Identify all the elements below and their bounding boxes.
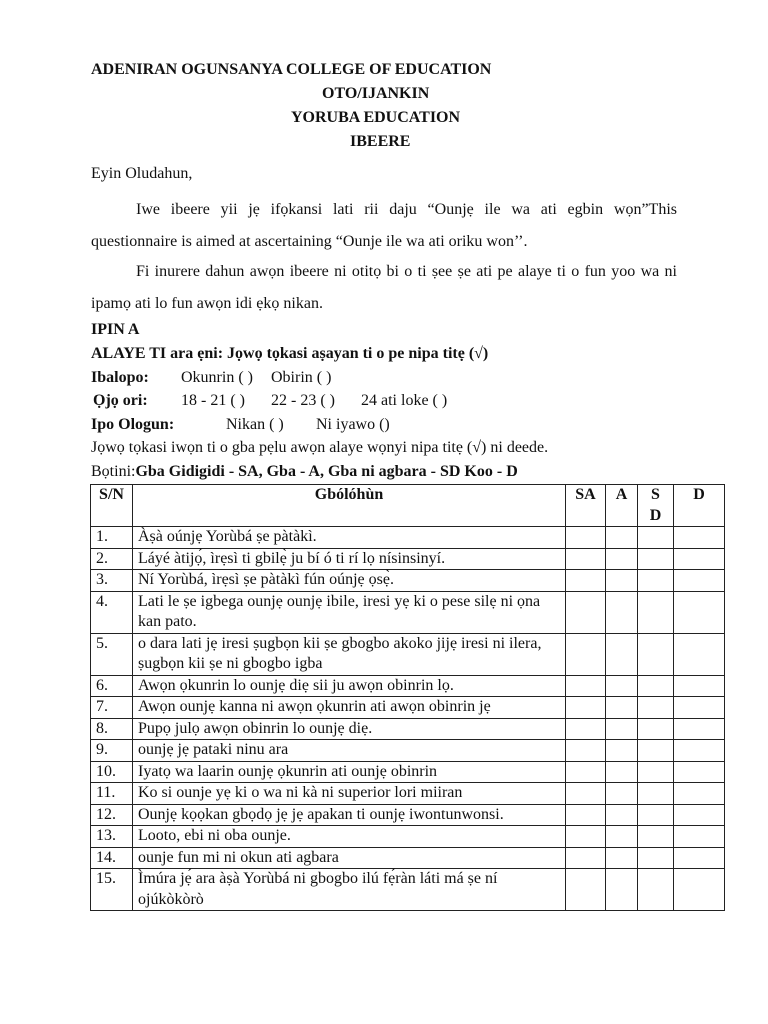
row-statement: Láyé àtijọ́, ìrẹsì ti gbilẹ̀ ju bí ó ti rí lọ nísinsinyí. [133, 548, 566, 570]
rating-cell-a[interactable] [606, 783, 638, 805]
rating-cell-sd[interactable] [638, 783, 674, 805]
rating-cell-sa[interactable] [566, 718, 606, 740]
table-row [91, 718, 725, 740]
rating-instruction: Jọwọ tọkasi iwọn ti o gba pẹlu awọn alaye wọnyi nipa titẹ (√) ni deede. [91, 439, 549, 456]
rating-cell-d[interactable] [674, 847, 725, 869]
gender-option-male[interactable]: Okunrin ( ) [181, 369, 253, 386]
rating-cell-sa[interactable] [566, 740, 606, 762]
rating-cell-d[interactable] [674, 869, 725, 911]
row-statement: Àṣà oúnjẹ Yorùbá ṣe pàtàkì. [133, 527, 566, 549]
rating-cell-a[interactable] [606, 869, 638, 911]
rating-key [91, 462, 518, 482]
row-number: 8. [91, 718, 133, 740]
rating-key-label: Bọtini: [91, 463, 136, 480]
rating-cell-a[interactable] [606, 761, 638, 783]
header-statement: Gbólóhùn [133, 485, 566, 527]
rating-cell-sd[interactable] [638, 633, 674, 675]
salutation: Eyin Oludahun, [91, 165, 193, 182]
rating-cell-a[interactable] [606, 633, 638, 675]
rating-cell-d[interactable] [674, 718, 725, 740]
row-statement: Awọn ọkunrin lo ounjẹ diẹ sii ju awọn obinrin lọ. [133, 675, 566, 697]
rating-cell-sa[interactable] [566, 675, 606, 697]
marital-row [91, 415, 174, 435]
table-row [91, 591, 725, 633]
rating-cell-sd[interactable] [638, 591, 674, 633]
row-number: 6. [91, 675, 133, 697]
rating-cell-a[interactable] [606, 697, 638, 719]
row-number: 7. [91, 697, 133, 719]
row-number: 1. [91, 527, 133, 549]
rating-cell-sd[interactable] [638, 869, 674, 911]
row-statement: o dara lati jẹ iresi ṣugbọn kii ṣe gbogbo akoko jijẹ iresi ni ilera, ṣugbọn kii ṣe ni gbogbo igba [133, 633, 566, 675]
table-row [91, 761, 725, 783]
row-statement: Ounjẹ kọọkan gbọdọ jẹ jẹ apakan ti ounjẹ iwontunwonsi. [133, 804, 566, 826]
rating-cell-a[interactable] [606, 826, 638, 848]
row-number: 3. [91, 570, 133, 592]
gender-option-female[interactable]: Obirin ( ) [271, 369, 332, 386]
rating-cell-a[interactable] [606, 591, 638, 633]
row-number: 10. [91, 761, 133, 783]
table-row [91, 570, 725, 592]
rating-cell-sa[interactable] [566, 527, 606, 549]
age-option-18-21[interactable]: 18 - 21 ( ) [181, 392, 245, 409]
row-number: 4. [91, 591, 133, 633]
rating-cell-sa[interactable] [566, 847, 606, 869]
rating-cell-sa[interactable] [566, 570, 606, 592]
row-number: 13. [91, 826, 133, 848]
rating-cell-sd[interactable] [638, 804, 674, 826]
rating-cell-sa[interactable] [566, 826, 606, 848]
rating-cell-sa[interactable] [566, 804, 606, 826]
age-row [93, 391, 148, 411]
rating-cell-sa[interactable] [566, 697, 606, 719]
rating-cell-a[interactable] [606, 548, 638, 570]
section-subtitle: ALAYE TI ara ẹni: Jọwọ tọkasi aṣayan ti o pe nipa titẹ (√) [91, 345, 489, 362]
rating-cell-sd[interactable] [638, 826, 674, 848]
rating-cell-d[interactable] [674, 826, 725, 848]
row-statement: Ko si ounje yẹ ki o wa ni kà ni superior lori miiran [133, 783, 566, 805]
gender-row [91, 368, 149, 388]
college-location: OTO/IJANKIN [322, 85, 430, 102]
department-name: YORUBA EDUCATION [291, 109, 461, 126]
row-statement: ounje fun mi ni okun ati agbara [133, 847, 566, 869]
row-statement: Ní Yorùbá, ìrẹsì ṣe pàtàkì fún oúnjẹ ọsẹ̀. [133, 570, 566, 592]
header-d: D [674, 485, 725, 527]
rating-cell-a[interactable] [606, 847, 638, 869]
rating-cell-d[interactable] [674, 761, 725, 783]
table-header-row [91, 485, 725, 527]
row-number: 11. [91, 783, 133, 805]
row-statement: ounjẹ jẹ pataki ninu ara [133, 740, 566, 762]
gender-label: Ibalopo: [91, 369, 149, 386]
marital-option-married[interactable]: Ni iyawo () [316, 416, 390, 433]
rating-cell-sa[interactable] [566, 783, 606, 805]
rating-cell-sd[interactable] [638, 761, 674, 783]
questionnaire-table [90, 484, 725, 911]
rating-cell-sd[interactable] [638, 697, 674, 719]
row-statement: Looto, ebi ni oba ounje. [133, 826, 566, 848]
rating-cell-d[interactable] [674, 804, 725, 826]
rating-cell-sd[interactable] [638, 548, 674, 570]
age-label: Ọjọ ori: [93, 392, 148, 409]
table-row [91, 740, 725, 762]
marital-label: Ipo Ologun: [91, 416, 175, 433]
header-sd: S D [638, 485, 674, 527]
rating-cell-d[interactable] [674, 570, 725, 592]
table-row [91, 527, 725, 549]
rating-cell-a[interactable] [606, 804, 638, 826]
rating-cell-sd[interactable] [638, 570, 674, 592]
table-row [91, 697, 725, 719]
rating-cell-sa[interactable] [566, 869, 606, 911]
rating-cell-d[interactable] [674, 740, 725, 762]
rating-cell-d[interactable] [674, 591, 725, 633]
rating-cell-a[interactable] [606, 527, 638, 549]
row-number: 15. [91, 869, 133, 911]
header-a: A [606, 485, 638, 527]
header-sa: SA [566, 485, 606, 527]
row-number: 14. [91, 847, 133, 869]
rating-key-text: Gba Gidigidi - SA, Gba - A, Gba ni agbara - SD Koo - D [135, 463, 518, 480]
rating-cell-d[interactable] [674, 675, 725, 697]
section-title: IPIN A [91, 321, 140, 338]
rating-cell-d[interactable] [674, 697, 725, 719]
table-row [91, 675, 725, 697]
row-number: 9. [91, 740, 133, 762]
instruction-paragraph: Fi inurere dahun awọn ibeere ni otitọ bi o ti ṣee ṣe ati pe alaye ti o fun yoo wa ni ipamọ ati lo fun awọn idi ẹkọ nikan. [91, 263, 677, 312]
row-statement: Ìmúra jẹ́ ara àṣà Yorùbá ni gbogbo ilú fẹ́ràn láti má ṣe ní ojúkòkòrò [133, 869, 566, 911]
document-title: IBEERE [350, 133, 411, 150]
age-option-24-up[interactable]: 24 ati loke ( ) [361, 392, 448, 409]
row-statement: Iyatọ wa laarin ounjẹ ọkunrin ati ounjẹ obinrin [133, 761, 566, 783]
rating-cell-a[interactable] [606, 740, 638, 762]
rating-cell-sd[interactable] [638, 847, 674, 869]
row-statement: Pupọ julọ awọn obinrin lo ounjẹ diẹ. [133, 718, 566, 740]
rating-cell-a[interactable] [606, 570, 638, 592]
row-statement: Awọn ounjẹ kanna ni awọn ọkunrin ati awọn obinrin jẹ [133, 697, 566, 719]
rating-cell-sd[interactable] [638, 740, 674, 762]
row-number: 12. [91, 804, 133, 826]
rating-cell-sa[interactable] [566, 633, 606, 675]
rating-cell-d[interactable] [674, 527, 725, 549]
row-statement: Lati le ṣe igbega ounjẹ ounjẹ ibile, iresi yẹ ki o pese silẹ ni ọna kan pato. [133, 591, 566, 633]
age-option-22-23[interactable]: 22 - 23 ( ) [271, 392, 335, 409]
table-row [91, 847, 725, 869]
rating-cell-sd[interactable] [638, 718, 674, 740]
marital-option-single[interactable]: Nikan ( ) [226, 416, 284, 433]
rating-cell-d[interactable] [674, 783, 725, 805]
rating-cell-d[interactable] [674, 633, 725, 675]
rating-cell-sa[interactable] [566, 548, 606, 570]
table-row [91, 869, 725, 911]
rating-cell-a[interactable] [606, 675, 638, 697]
rating-cell-sd[interactable] [638, 527, 674, 549]
intro-paragraph: Iwe ibeere yii jẹ ifọkansi lati rii daju “Ounjẹ ile wa ati egbin wọn”This questionnaire is aimed at ascertaining “Ounje ile wa ati oriku won’’. [91, 201, 677, 250]
header-sn: S/N [91, 485, 133, 527]
rating-cell-a[interactable] [606, 718, 638, 740]
table-row [91, 826, 725, 848]
table-row [91, 804, 725, 826]
row-number: 5. [91, 633, 133, 675]
table-row [91, 633, 725, 675]
row-number: 2. [91, 548, 133, 570]
table-row [91, 548, 725, 570]
rating-cell-d[interactable] [674, 548, 725, 570]
rating-cell-sd[interactable] [638, 675, 674, 697]
rating-cell-sa[interactable] [566, 591, 606, 633]
college-name: ADENIRAN OGUNSANYA COLLEGE OF EDUCATION [91, 61, 492, 78]
rating-cell-sa[interactable] [566, 761, 606, 783]
table-row [91, 783, 725, 805]
